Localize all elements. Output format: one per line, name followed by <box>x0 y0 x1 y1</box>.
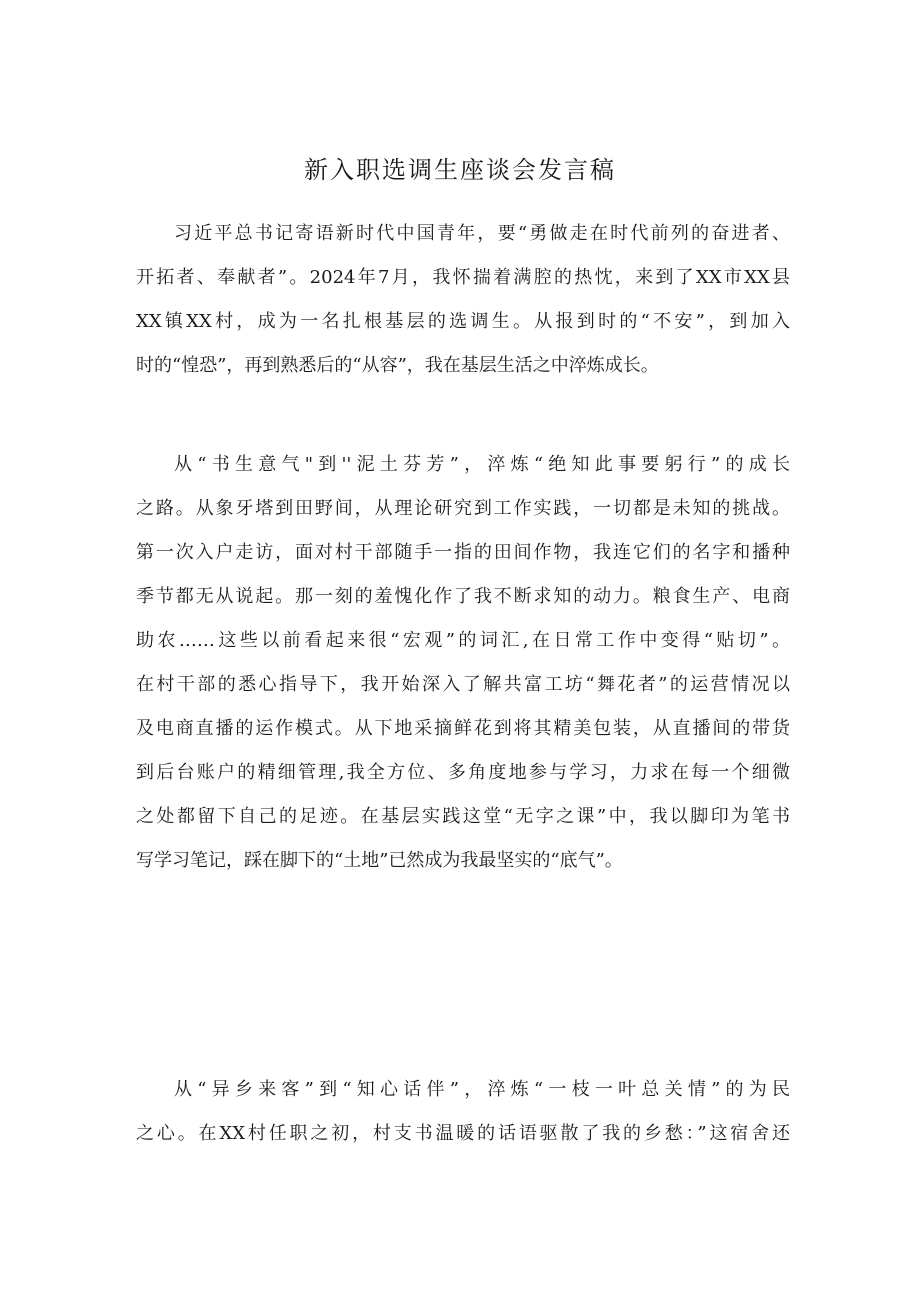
paragraph-1 <box>136 212 790 388</box>
paragraph-line: 之路。从象牙塔到田野间，从理论研究到工作实践，一切都是未知的挑战。 <box>136 498 790 519</box>
paragraph-2 <box>136 443 790 883</box>
paragraph-line: 之处都留下自己的足迹。在基层实践这堂“无字之课”中，我以脚印为笔书 <box>136 806 790 827</box>
paragraph-line: 及电商直播的运作模式。从下地采摘鲜花到将其精美包装，从直播间的带货 <box>136 718 790 739</box>
paragraph-line: 从“书生意气"到''泥土芬芳”，淬炼“绝知此事要躬行”的成长 <box>174 454 790 475</box>
paragraph-line: 助农……这些以前看起来很“宏观”的词汇,在日常工作中变得“贴切”。 <box>136 630 790 651</box>
paragraph-line: 到后台账户的精细管理,我全方位、多角度地参与学习，力求在每一个细微 <box>136 762 790 783</box>
paragraph-line: XX镇XX村，成为一名扎根基层的选调生。从报到时的“不安”，到加入 <box>136 311 790 332</box>
paragraph-line: 之心。在XX村任职之初，村支书温暖的话语驱散了我的乡愁：”这宿舍还 <box>136 1123 790 1144</box>
paragraph-3 <box>136 1068 790 1156</box>
paragraph-line: 第一次入户走访，面对村干部随手一指的田间作物，我连它们的名字和播种 <box>136 542 790 563</box>
paragraph-line: 在村干部的悉心指导下，我开始深入了解共富工坊“舞花者”的运营情况以 <box>136 674 790 695</box>
paragraph-line: 开拓者、奉献者”。2024年7月，我怀揣着满腔的热忱，来到了XX市XX县 <box>136 267 790 288</box>
paragraph-line: 从“异乡来客”到“知心话伴”，淬炼“一枝一叶总关情”的为民 <box>174 1079 790 1100</box>
paragraph-line: 习近平总书记寄语新时代中国青年，要“勇做走在时代前列的奋进者、 <box>174 223 790 244</box>
document-title: 新入职选调生座谈会发言稿 <box>304 156 616 184</box>
paragraph-line: 写学习笔记，踩在脚下的“土地”已然成为我最坚实的“底气”。 <box>136 850 623 871</box>
paragraph-line: 时的“惶恐”，再到熟悉后的“从容”，我在基层生活之中淬炼成长。 <box>136 355 659 376</box>
paragraph-line: 季节都无从说起。那一刻的羞愧化作了我不断求知的动力。粮食生产、电商 <box>136 586 790 607</box>
